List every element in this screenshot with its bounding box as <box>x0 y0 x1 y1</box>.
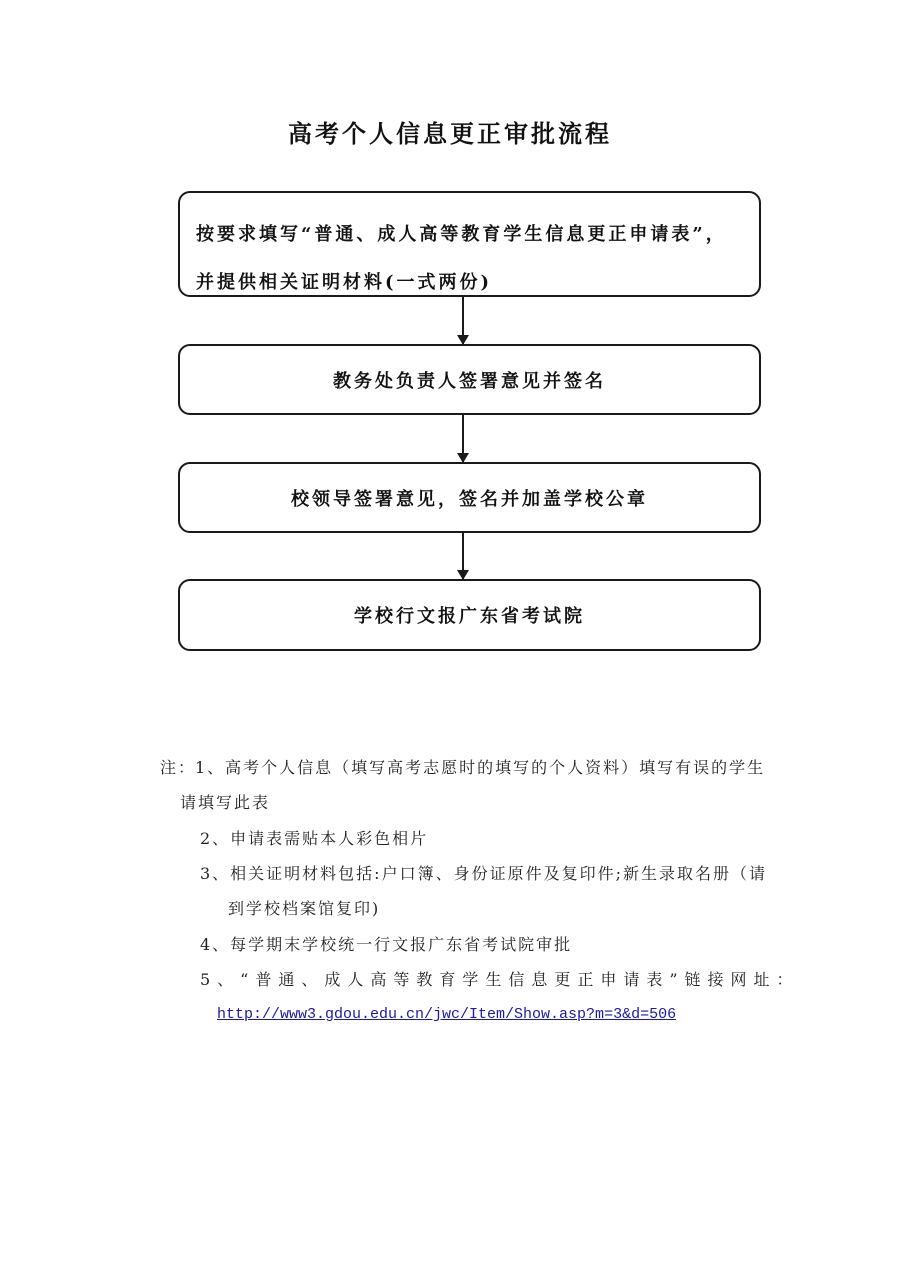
flow-step-2 <box>178 344 761 415</box>
note-3-line-1: 3、相关证明材料包括:户口簿、身份证原件及复印件;新生录取名册（请 <box>200 864 767 883</box>
flow-step-1-line-1: 按要求填写“普通、成人高等教育学生信息更正申请表”， <box>196 224 727 245</box>
arrow-down-icon <box>462 415 464 462</box>
note-4: 4、每学期末学校统一行文报广东省考试院审批 <box>200 935 573 954</box>
flow-step-4 <box>178 579 761 651</box>
note-1-line-2: 请填写此表 <box>180 793 271 812</box>
flow-step-3-label: 校领导签署意见，签名并加盖学校公章 <box>291 488 648 510</box>
flow-step-3 <box>178 462 761 533</box>
page-title: 高考个人信息更正审批流程 <box>288 119 612 148</box>
note-3-line-2: 到学校档案馆复印) <box>228 899 381 918</box>
flow-step-1-line-2: 并提供相关证明材料(一式两份) <box>196 272 493 293</box>
arrow-down-icon <box>462 297 464 344</box>
flow-step-4-label: 学校行文报广东省考试院 <box>354 606 585 627</box>
flow-step-1 <box>178 191 761 297</box>
form-link[interactable]: http://www3.gdou.edu.cn/jwc/Item/Show.asp?m=3&d=506 <box>217 1006 677 1023</box>
arrow-down-icon <box>462 533 464 579</box>
flow-step-2-label: 教务处负责人签署意见并签名 <box>333 370 606 392</box>
notes-prefix: 注： <box>160 758 197 777</box>
note-1-line-1: 1、高考个人信息（填写高考志愿时的填写的个人资料）填写有误的学生 <box>195 758 766 777</box>
note-2: 2、申请表需贴本人彩色相片 <box>200 829 429 848</box>
note-5: 5、“普通、成人高等教育学生信息更正申请表”链接网址： <box>200 970 800 989</box>
